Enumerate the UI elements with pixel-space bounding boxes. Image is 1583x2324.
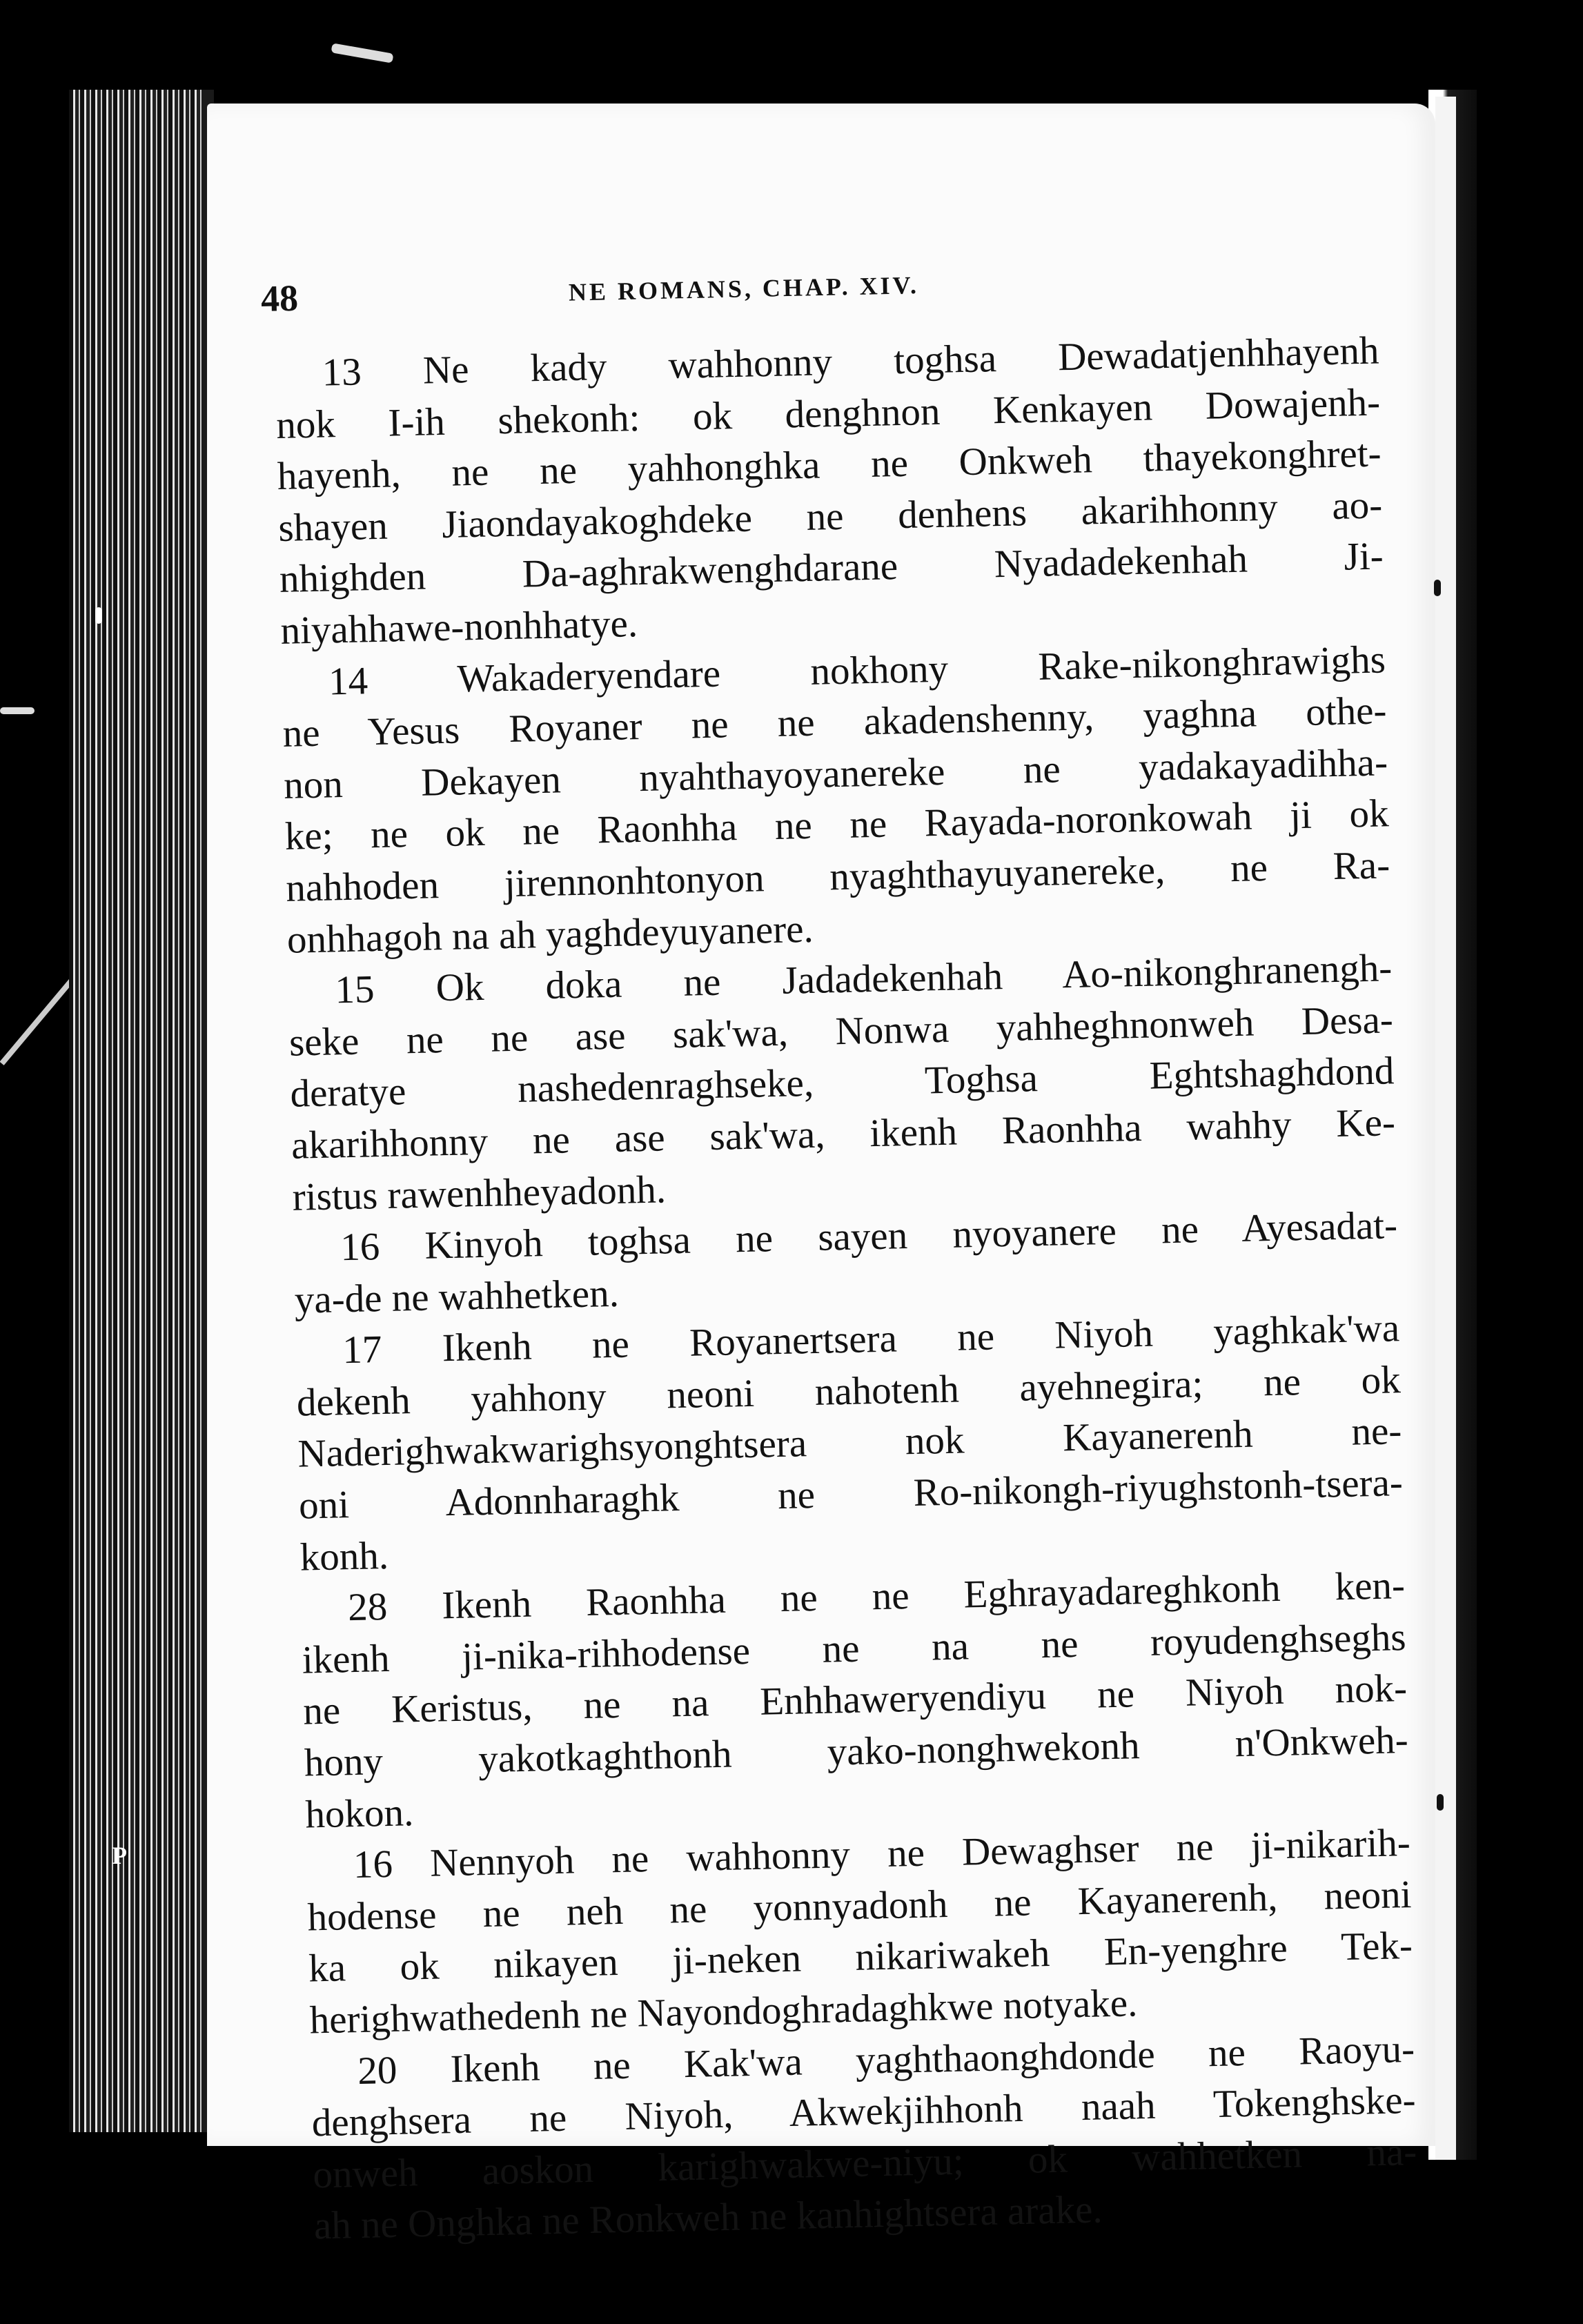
running-head: NE ROMANS, CHAP. XIV. [568, 271, 920, 306]
verse-line: ne Keristus, ne na Enhhaweryendiyu ne Niyoh nok- [302, 1666, 1408, 1733]
verse-line: ka ok nikayen ji-neken nikariwakeh En-yenghre Tek- [308, 1924, 1413, 1991]
verse-first-line: 15 Ok doka ne Jadadekenhah Ao-nikonghranengh- [334, 946, 1393, 1012]
verse-paragraph [306, 1818, 1414, 2047]
verse-line: konh. [299, 1533, 389, 1579]
verse-first-line: 20 Ikenh ne Kak'wa yaghthaonghdonde ne Raoyu- [357, 2027, 1415, 2093]
verse-line: ne Yesus Royaner ne ne akadenshenny, yaghna othe- [282, 689, 1388, 756]
verse-line: hayenh, ne ne yahhonghka ne Onkweh thayekonghret- [277, 431, 1382, 499]
verse-first-line: 13 Ne kady wahhonny toghsa Dewadatjenhhayenh [322, 328, 1380, 395]
verse-first-line: 16 Kinyoh toghsa ne sayen nyoyanere ne Ayesadat- [340, 1203, 1398, 1270]
text-body [275, 325, 1418, 2252]
margin-letter: P [112, 1842, 127, 1869]
verse-line: hokon. [304, 1790, 414, 1837]
verse-paragraph [300, 1560, 1409, 1840]
verse-line: nahhoden jirennonhtonyon nyaghthayuyanereke, ne Ra- [285, 843, 1390, 910]
verse-paragraph [295, 1303, 1404, 1583]
verse-line: oni Adonnharaghk ne Ro-nikongh-riyughstonh-tsera- [298, 1461, 1404, 1528]
verse-line: niyahhawe-nonhhatye. [279, 602, 638, 653]
verse-line: hony yakotkaghthonh yako-nonghwekonh n'Onkweh- [304, 1718, 1409, 1785]
scan-speck [95, 607, 102, 624]
verse-line: onweh aoskon karighwakwe-niyu; ok wahhetken na- [312, 2129, 1417, 2197]
verse-first-line: 17 Ikenh ne Royanertsera ne Niyoh yaghkak'wa [342, 1306, 1400, 1372]
page-edge-stack [69, 90, 210, 2132]
verse-line: ya-de ne wahhetken. [294, 1271, 620, 1322]
verse-line: hodense ne neh ne yonnyadonh ne Kayanerenh, neoni [306, 1872, 1412, 1940]
verse-line: ke; ne ok ne Raonhha ne ne Rayada-noronkowah ji ok [284, 791, 1390, 859]
verse-line: seke ne ne ase sak'wa, Nonwa yahheghnonweh Desa- [288, 997, 1394, 1065]
scan-artifact-left [0, 707, 35, 714]
verse-paragraph [288, 943, 1397, 1223]
verse-line: onhhagoh na ah yaghdeyuyanere. [286, 907, 814, 962]
verse-paragraph [311, 2024, 1419, 2253]
verse-line: akarihhonny ne ase sak'wa, ikenh Raonhha wahhy Ke- [291, 1101, 1396, 1168]
right-gutter-highlight [1435, 97, 1456, 2160]
verse-first-line: 28 Ikenh Raonhha ne ne Eghrayadareghkonh ken- [347, 1564, 1406, 1630]
verse-line: Naderighwakwarighsyonghtsera nok Kayanerenh ne- [297, 1409, 1402, 1477]
verse-line: herighwathedenh ne Nayondoghradaghkwe notyake. [309, 1981, 1138, 2042]
verse-line: shayen Jiaondayakoghdeke ne denhens akarihhonny ao- [277, 483, 1383, 550]
verse-line: nok I-ih shekonh: ok denghnon Kenkayen Dowajenh- [275, 380, 1381, 447]
verse-line: ikenh ji-nika-rihhodense ne na ne royudenghseghs [302, 1615, 1407, 1682]
verse-line: dekenh yahhony neoni nahotenh ayehnegira; ne ok [296, 1358, 1402, 1425]
verse-line: non Dekayen nyahthayoyanereke ne yadakayadihha- [283, 740, 1388, 807]
verse-first-line: 14 Wakaderyendare nokhony Rake-nikonghrawighs [328, 637, 1386, 704]
verse-first-line: 16 Nennyoh ne wahhonny ne Dewaghser ne ji-nikarih- [353, 1821, 1411, 1887]
verse-line: ristus rawenhheyadonh. [292, 1167, 667, 1219]
verse-line: denghsera ne Niyoh, Akwekjihhonh naah Tokenghske- [311, 2078, 1417, 2145]
verse-paragraph [281, 634, 1391, 966]
verse-paragraph [275, 325, 1385, 657]
verse-line: ah ne Onghka ne Ronkweh ne kanhightsera arake. [313, 2187, 1103, 2248]
verse-line: deratye nashedenraghseke, Toghsa Eghtshaghdond [289, 1049, 1395, 1116]
scan-speck [1434, 580, 1441, 596]
verse-line: nhighden Da-aghrakwenghdarane Nyadadekenhah Ji- [279, 534, 1384, 602]
page-number: 48 [260, 277, 299, 319]
scan-speck [1437, 1794, 1444, 1811]
